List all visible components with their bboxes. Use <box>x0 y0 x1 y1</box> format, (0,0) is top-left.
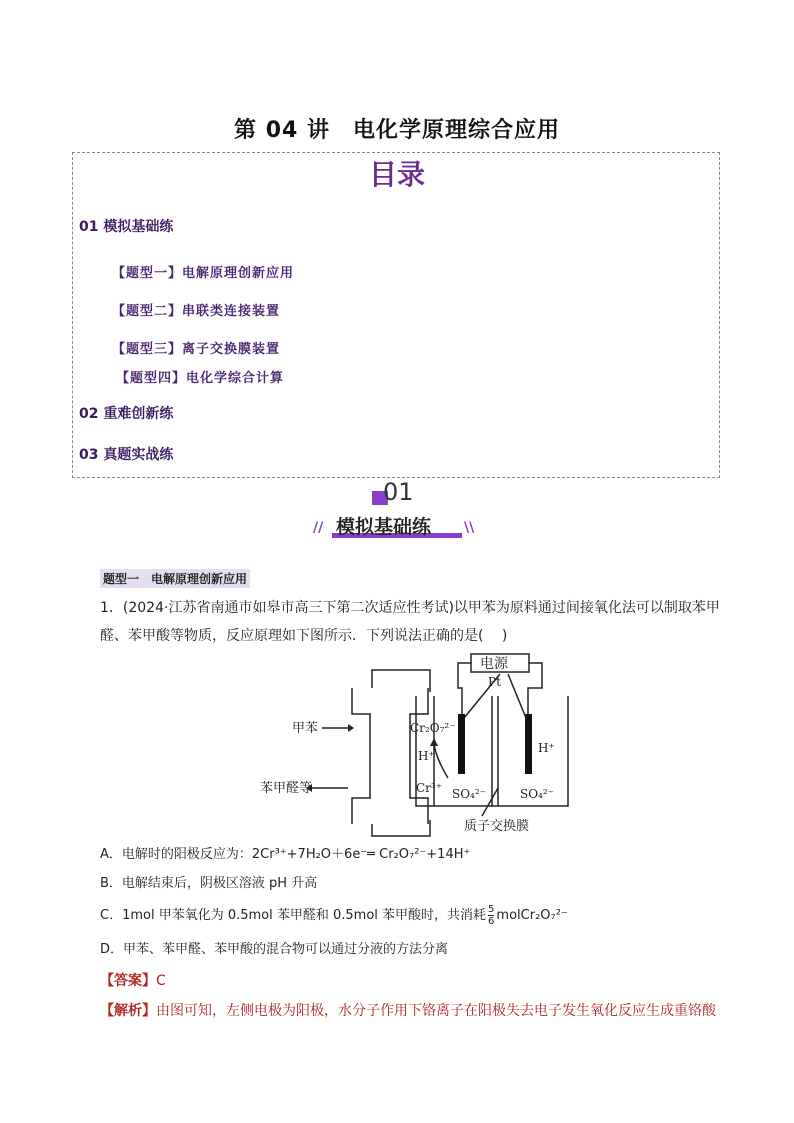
benzaldehyde-label: 苯甲醛等 <box>260 781 313 796</box>
toc-heading: 目录 <box>368 158 425 191</box>
question-type-label: 题型一 电解原理创新应用 <box>100 569 250 588</box>
h-right-label: H⁺ <box>538 741 555 755</box>
question-stem-line1: 1．(2024·江苏省南通市如皋市高三下第二次适应性考试)以甲苯为原料通过间接氧化法可以制取苯甲 <box>100 600 720 616</box>
option-c-numerator: 5 <box>488 904 495 915</box>
pt-label: Pt <box>488 675 501 689</box>
answer <box>100 970 166 990</box>
so4-left-label: SO₄²⁻ <box>452 787 487 801</box>
section-title: 模拟基础练 <box>336 516 432 538</box>
membrane-label: 质子交换膜 <box>464 819 530 834</box>
option-c-text: C．1mol 甲苯氧化为 0.5mol 苯甲醛和 0.5mol 苯甲酸时，共消耗 <box>100 908 487 923</box>
option-d[interactable]: D．甲苯、苯甲醛、苯甲酸的混合物可以通过分液的方法分离 <box>100 942 449 957</box>
option-b[interactable]: B．电解结束后，阴极区溶液 pH 升高 <box>100 876 318 891</box>
option-c[interactable] <box>100 904 568 928</box>
section-number: 01 <box>383 478 414 506</box>
option-c-denominator: 6 <box>488 916 495 927</box>
page-title: 第 04 讲 电化学原理综合应用 <box>234 118 560 143</box>
toc-item-3[interactable]: 【题型三】离子交换膜装置 <box>112 342 281 357</box>
option-a[interactable]: A．电解时的阳极反应为：2Cr³⁺+7H₂O＋6e⁻═ Cr₂O₇²⁻+14H⁺ <box>100 847 471 862</box>
section-slash-right: \\ <box>464 520 475 536</box>
toc-item-1[interactable]: 【题型一】电解原理创新应用 <box>112 266 295 281</box>
answer-value: C <box>156 973 166 989</box>
toluene-label: 甲苯 <box>292 721 319 736</box>
cr3-label: Cr³⁺ <box>416 781 443 795</box>
toc-section-2[interactable]: 02 重难创新练 <box>79 406 174 422</box>
section-slash-left: // <box>313 520 324 536</box>
option-c-fraction <box>488 904 494 927</box>
toc-item-2[interactable]: 【题型二】串联类连接装置 <box>112 304 281 319</box>
question-stem-line2: 醛、苯甲酸等物质，反应原理如下图所示．下列说法正确的是( ) <box>100 628 508 644</box>
so4-right-label: SO₄²⁻ <box>520 787 555 801</box>
cr2o7-label: Cr₂O₇²⁻ <box>410 721 456 735</box>
toc-section-3[interactable]: 03 真题实战练 <box>79 447 174 463</box>
analysis-text: 由图可知，左侧电极为阳极，水分子作用下铬离子在阳极失去电子发生氧化反应生成重铬酸 <box>156 1003 716 1019</box>
answer-label: 【答案】 <box>100 973 156 989</box>
electrolysis-diagram <box>250 648 580 840</box>
analysis <box>100 1000 716 1020</box>
power-label: 电源 <box>480 656 508 672</box>
toc-section-1[interactable]: 01 模拟基础练 <box>79 219 174 235</box>
h-left-label: H⁺ <box>418 749 435 763</box>
toc-item-4[interactable]: 【题型四】电化学综合计算 <box>116 371 285 386</box>
option-c-unit: molCr₂O₇²⁻ <box>496 908 568 923</box>
analysis-label: 【解析】 <box>100 1003 156 1019</box>
